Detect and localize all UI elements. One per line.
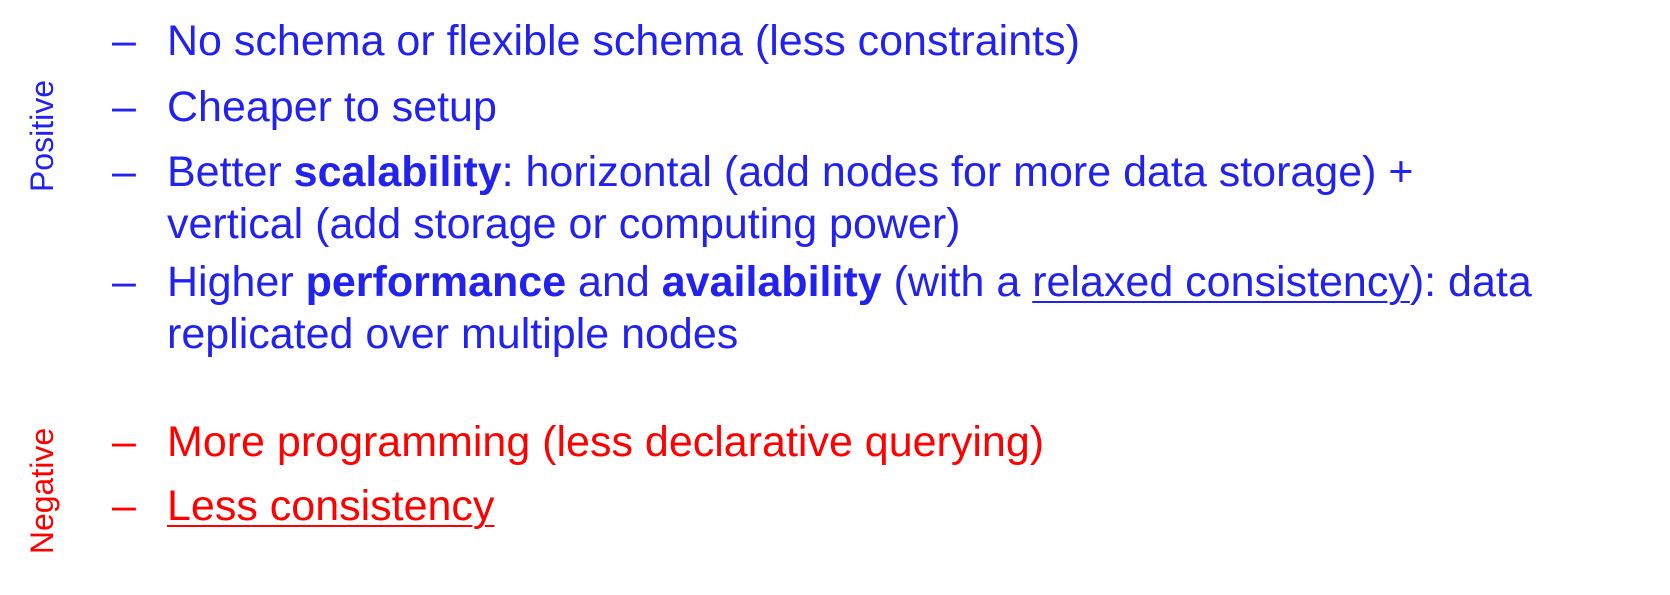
bullet-dash: – [112,482,136,530]
text-segment: and [566,258,662,306]
underlined-relaxed-consistency: relaxed consistency [1032,258,1410,306]
negative-side-label: Negative [24,427,60,555]
bullet-text [167,480,494,532]
bullet-text: No schema or flexible schema (less constraints) [167,17,1080,65]
underlined-less-consistency: Less consistency [167,482,495,530]
text-segment: : horizontal (add nodes for more data storage) + [501,148,1414,196]
bullet-line-2: vertical (add storage or computing power) [167,200,961,248]
bullet-text [167,146,1414,250]
bullet-text: More programming (less declarative querying) [167,418,1045,466]
text-segment: ): data [1409,258,1532,306]
text-segment: Better [167,148,294,196]
bold-term-performance: performance [305,258,567,306]
bullet-dash: – [112,418,136,466]
text-segment: (with a [881,258,1033,306]
bullet-dash: – [112,17,136,65]
bold-term-availability: availability [661,258,882,306]
positive-side-label: Positive [24,79,60,193]
bullet-dash: – [112,258,136,306]
text-segment: Higher [167,258,306,306]
bullet-line-2: replicated over multiple nodes [167,310,739,358]
bullet-line-1 [167,146,1414,198]
bullet-text: Cheaper to setup [167,83,497,131]
bullet-dash: – [112,148,136,196]
bullet-line-1 [167,256,1532,308]
bullet-dash: – [112,83,136,131]
bold-term-scalability: scalability [293,148,502,196]
bullet-text [167,256,1532,360]
